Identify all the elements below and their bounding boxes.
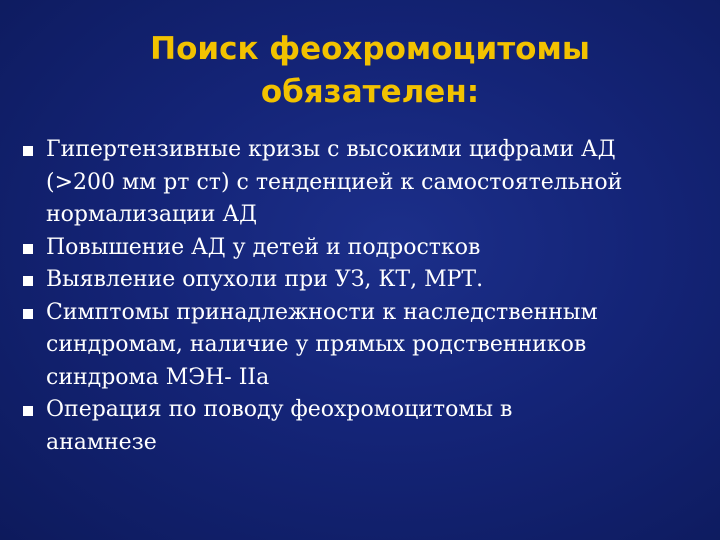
- bullet-1-line-2: (>200 мм рт ст) с тенденцией к самостоятельной: [46, 169, 623, 195]
- title-line-1: Поиск феохромоцитомы: [150, 31, 590, 67]
- title-line-2: обязателен:: [260, 74, 480, 110]
- square-bullet-icon: [23, 146, 33, 156]
- bullet-3-line-1: Выявление опухоли при УЗ, КТ, МРТ.: [46, 267, 484, 292]
- bullet-item-2: [0, 232, 720, 265]
- bullet-list: [0, 134, 720, 459]
- square-bullet-icon: [23, 276, 33, 286]
- square-bullet-icon: [23, 244, 33, 254]
- bullet-1-line-3: нормализации АД: [46, 202, 257, 227]
- bullet-4-line-1: Симптомы принадлежности к наследственным: [46, 299, 598, 325]
- bullet-5-line-2: анамнезе: [46, 429, 157, 455]
- bullet-4-line-3: синдрома МЭН- IIa: [46, 364, 270, 390]
- bullet-item-5: [0, 394, 720, 459]
- bullet-item-4: [0, 297, 720, 395]
- bullet-item-3: [0, 264, 720, 297]
- square-bullet-icon: [23, 406, 33, 416]
- bullet-1-line-1: Гипертензивные кризы с высокими цифрами АД: [46, 137, 616, 162]
- slide-title: [60, 28, 680, 114]
- bullet-5-line-1: Операция по поводу феохромоцитомы в: [46, 397, 513, 422]
- square-bullet-icon: [23, 309, 33, 319]
- bullet-item-1: [0, 134, 720, 232]
- bullet-4-line-2: синдромам, наличие у прямых родственников: [46, 332, 587, 357]
- bullet-2-line-1: Повышение АД у детей и подростков: [46, 234, 481, 260]
